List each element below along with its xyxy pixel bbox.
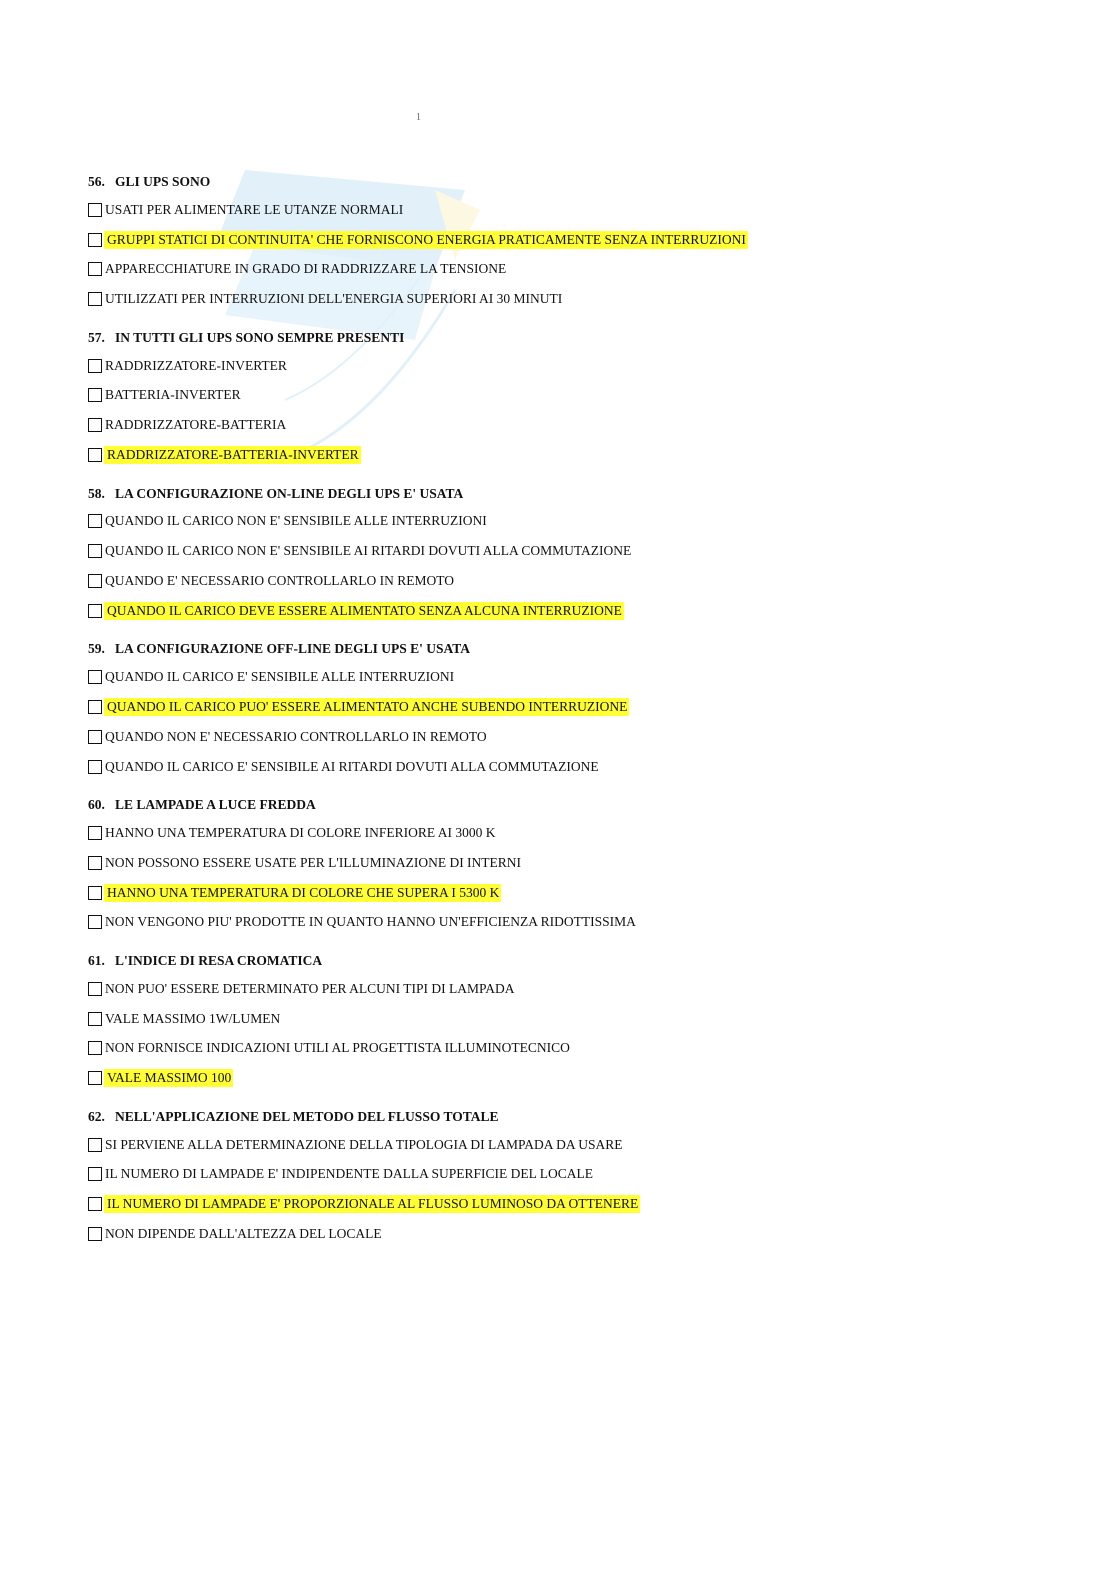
checkbox[interactable]	[88, 670, 102, 684]
question-title	[88, 795, 1088, 815]
answer-text: HANNO UNA TEMPERATURA DI COLORE INFERIORE AI 3000 K	[105, 825, 496, 841]
answer-text: APPARECCHIATURE IN GRADO DI RADDRIZZARE LA TENSIONE	[105, 261, 507, 277]
checkbox[interactable]	[88, 1167, 102, 1181]
answer-text: RADDRIZZATORE-BATTERIA-INVERTER	[104, 446, 361, 464]
answer-option	[88, 536, 1088, 566]
answer-text: BATTERIA-INVERTER	[105, 387, 241, 403]
checkbox[interactable]	[88, 418, 102, 432]
answer-option	[88, 974, 1088, 1004]
checkbox[interactable]	[88, 292, 102, 306]
answer-option	[88, 507, 1088, 537]
question-list	[88, 172, 1088, 1262]
checkbox[interactable]	[88, 856, 102, 870]
answer-text: NON DIPENDE DALL'ALTEZZA DEL LOCALE	[105, 1225, 382, 1241]
checkbox[interactable]	[88, 1227, 102, 1241]
checkbox[interactable]	[88, 1041, 102, 1055]
checkbox[interactable]	[88, 1071, 102, 1085]
question-text: NELL'APPLICAZIONE DEL METODO DEL FLUSSO TOTALE	[115, 1108, 499, 1124]
answer-text: QUANDO IL CARICO E' SENSIBILE ALLE INTERRUZIONI	[105, 669, 455, 685]
answer-option	[88, 1130, 1088, 1160]
question-title	[88, 172, 1088, 192]
answer-text: NON PUO' ESSERE DETERMINATO PER ALCUNI TIPI DI LAMPADA	[105, 980, 515, 996]
answer-text: VALE MASSIMO 1W/LUMEN	[105, 1010, 281, 1026]
answer-text: QUANDO NON E' NECESSARIO CONTROLLARLO IN REMOTO	[105, 728, 487, 744]
checkbox[interactable]	[88, 1012, 102, 1026]
answer-option	[88, 1159, 1088, 1189]
answer-option-correct	[88, 596, 1088, 626]
question-57	[88, 328, 1088, 470]
question-title	[88, 639, 1088, 659]
answer-text: RADDRIZZATORE-BATTERIA	[105, 417, 287, 433]
answer-option	[88, 752, 1088, 782]
answer-option	[88, 722, 1088, 752]
checkbox[interactable]	[88, 544, 102, 558]
answer-text: SI PERVIENE ALLA DETERMINAZIONE DELLA TIPOLOGIA DI LAMPADA DA USARE	[105, 1136, 623, 1152]
question-number: 59.	[88, 641, 105, 657]
checkbox[interactable]	[88, 1138, 102, 1152]
answer-option	[88, 818, 1088, 848]
checkbox[interactable]	[88, 604, 102, 618]
answer-option	[88, 1034, 1088, 1064]
answer-text: QUANDO IL CARICO NON E' SENSIBILE AI RITARDI DOVUTI ALLA COMMUTAZIONE	[105, 543, 632, 559]
answer-option	[88, 566, 1088, 596]
checkbox[interactable]	[88, 760, 102, 774]
answer-option-correct	[88, 1063, 1088, 1093]
question-text: GLI UPS SONO	[115, 174, 211, 189]
answer-text: HANNO UNA TEMPERATURA DI COLORE CHE SUPERA I 5300 K	[104, 884, 501, 902]
question-number: 61.	[88, 952, 105, 968]
question-text: LA CONFIGURAZIONE OFF-LINE DEGLI UPS E' USATA	[115, 641, 471, 657]
checkbox[interactable]	[88, 1197, 102, 1211]
answer-text: RADDRIZZATORE-INVERTER	[105, 357, 287, 373]
checkbox[interactable]	[88, 448, 102, 462]
answer-option	[88, 255, 1088, 285]
answer-option	[88, 410, 1088, 440]
answer-option	[88, 381, 1088, 411]
question-62	[88, 1107, 1088, 1249]
answer-text: UTILIZZATI PER INTERRUZIONI DELL'ENERGIA SUPERIORI AI 30 MINUTI	[105, 291, 563, 307]
answer-option	[88, 1219, 1088, 1249]
answer-text: QUANDO IL CARICO DEVE ESSERE ALIMENTATO SENZA ALCUNA INTERRUZIONE	[104, 602, 624, 620]
answer-option	[88, 195, 1088, 225]
question-58	[88, 484, 1088, 626]
question-text: IN TUTTI GLI UPS SONO SEMPRE PRESENTI	[115, 329, 405, 345]
page-number: 1	[416, 112, 421, 123]
answer-text: IL NUMERO DI LAMPADE E' INDIPENDENTE DALLA SUPERFICIE DEL LOCALE	[105, 1166, 594, 1182]
question-text: LE LAMPADE A LUCE FREDDA	[115, 797, 316, 813]
question-56	[88, 172, 1088, 314]
checkbox[interactable]	[88, 233, 102, 247]
question-61	[88, 951, 1088, 1093]
question-number: 57.	[88, 329, 105, 345]
checkbox[interactable]	[88, 886, 102, 900]
answer-text: VALE MASSIMO 100	[104, 1069, 233, 1087]
checkbox[interactable]	[88, 826, 102, 840]
answer-option-correct	[88, 1189, 1088, 1219]
answer-text: NON FORNISCE INDICAZIONI UTILI AL PROGETTISTA ILLUMINOTECNICO	[105, 1040, 570, 1056]
checkbox[interactable]	[88, 730, 102, 744]
answer-option-correct	[88, 440, 1088, 470]
answer-option	[88, 908, 1088, 938]
checkbox[interactable]	[88, 359, 102, 373]
checkbox[interactable]	[88, 388, 102, 402]
answer-option-correct	[88, 878, 1088, 908]
checkbox[interactable]	[88, 514, 102, 528]
checkbox[interactable]	[88, 982, 102, 996]
question-title	[88, 328, 1088, 348]
question-number: 60.	[88, 797, 105, 813]
answer-text: QUANDO E' NECESSARIO CONTROLLARLO IN REMOTO	[105, 573, 455, 589]
answer-text: GRUPPI STATICI DI CONTINUITA' CHE FORNISCONO ENERGIA PRATICAMENTE SENZA INTERRUZIONI	[104, 231, 748, 249]
question-60	[88, 795, 1088, 937]
question-59	[88, 639, 1088, 781]
checkbox[interactable]	[88, 203, 102, 217]
answer-text: QUANDO IL CARICO E' SENSIBILE AI RITARDI DOVUTI ALLA COMMUTAZIONE	[105, 758, 599, 774]
answer-option-correct	[88, 692, 1088, 722]
checkbox[interactable]	[88, 262, 102, 276]
answer-text: NON VENGONO PIU' PRODOTTE IN QUANTO HANNO UN'EFFICIENZA RIDOTTISSIMA	[105, 914, 636, 930]
question-number: 56.	[88, 174, 105, 189]
checkbox[interactable]	[88, 700, 102, 714]
answer-text: QUANDO IL CARICO NON E' SENSIBILE ALLE INTERRUZIONI	[105, 513, 487, 529]
answer-text: USATI PER ALIMENTARE LE UTANZE NORMALI	[105, 201, 404, 217]
question-title	[88, 484, 1088, 504]
answer-text: NON POSSONO ESSERE USATE PER L'ILLUMINAZIONE DI INTERNI	[105, 854, 522, 870]
question-title	[88, 1107, 1088, 1127]
answer-option	[88, 848, 1088, 878]
answer-text: QUANDO IL CARICO PUO' ESSERE ALIMENTATO ANCHE SUBENDO INTERRUZIONE	[104, 698, 629, 716]
question-number: 58.	[88, 485, 105, 501]
checkbox[interactable]	[88, 574, 102, 588]
question-text: L'INDICE DI RESA CROMATICA	[115, 952, 323, 968]
answer-option	[88, 284, 1088, 314]
answer-option	[88, 1004, 1088, 1034]
answer-text: IL NUMERO DI LAMPADE E' PROPORZIONALE AL FLUSSO LUMINOSO DA OTTENERE	[104, 1195, 640, 1213]
question-title	[88, 951, 1088, 971]
answer-option-correct	[88, 225, 1088, 255]
checkbox[interactable]	[88, 915, 102, 929]
answer-option	[88, 662, 1088, 692]
question-number: 62.	[88, 1108, 105, 1124]
question-text: LA CONFIGURAZIONE ON-LINE DEGLI UPS E' USATA	[115, 485, 464, 501]
answer-option	[88, 351, 1088, 381]
